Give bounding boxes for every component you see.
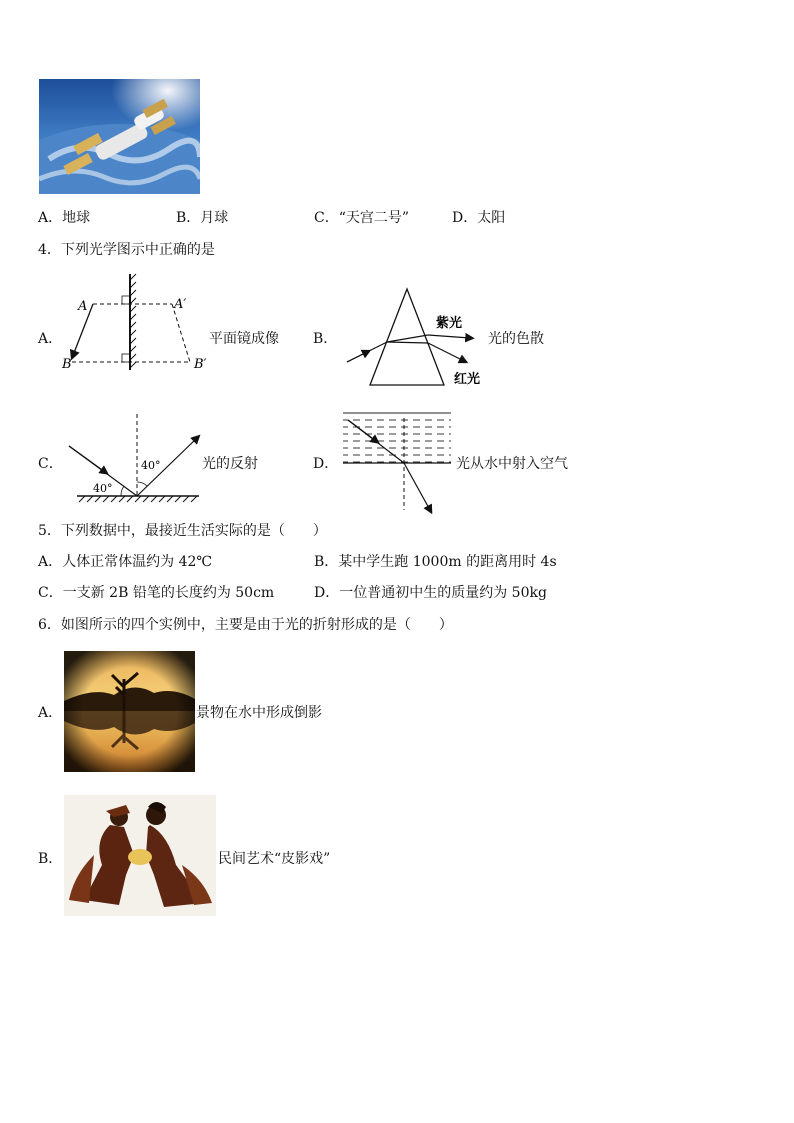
option-letter: A．: [38, 210, 63, 226]
prism-dispersion-diagram: [342, 285, 482, 390]
q5-option-c: [38, 582, 274, 602]
q3-option-c: [314, 207, 409, 227]
q4-stem: 4．下列光学图示中正确的是: [38, 242, 215, 258]
option-letter: D．: [452, 210, 478, 226]
q4-option-c-caption: 光的反射: [202, 456, 258, 472]
option-text: 人体正常体温约为 42℃: [62, 554, 213, 570]
option-letter: D．: [314, 585, 340, 601]
q5-option-b: [314, 551, 557, 571]
q3-option-d: [452, 207, 505, 227]
q4-option-d-caption: 光从水中射入空气: [456, 456, 568, 472]
q4-option-b-letter: B．: [313, 331, 338, 347]
q6-option-a-caption: 景物在水中形成倒影: [196, 705, 322, 721]
label-a-prime: A′: [174, 297, 187, 312]
label-angle-incidence: 40°: [93, 482, 113, 495]
q5-option-d: [314, 582, 547, 602]
option-text: 月球: [200, 210, 229, 226]
option-text: 太阳: [477, 210, 506, 226]
shadow-play-photo: [64, 795, 216, 916]
option-letter: C．: [38, 585, 63, 601]
option-text: 某中学生跑 1000m 的距离用时 4s: [338, 554, 557, 570]
q6-stem: 6．如图所示的四个实例中，主要是由于光的折射形成的是（ ）: [38, 617, 453, 633]
label-a: A: [78, 299, 88, 314]
space-station-image: [39, 79, 200, 194]
label-red-light: 红光: [454, 372, 481, 387]
option-letter: A．: [38, 554, 63, 570]
option-text: 一位普通初中生的质量约为 50kg: [339, 585, 547, 601]
q4-option-d-letter: D．: [313, 456, 339, 472]
label-angle-reflection: 40°: [141, 459, 161, 472]
plane-mirror-diagram: [60, 272, 210, 372]
q4-option-c-letter: C．: [38, 456, 63, 472]
q4-option-a-caption: 平面镜成像: [209, 331, 279, 347]
label-violet-light: 紫光: [436, 316, 463, 331]
water-reflection-photo: [64, 651, 195, 772]
reflection-diagram: [65, 412, 205, 507]
option-letter: C．: [314, 210, 339, 226]
option-text: “天宫二号”: [338, 210, 410, 226]
q4-option-b-caption: 光的色散: [488, 331, 544, 347]
option-letter: B．: [314, 554, 339, 570]
q6-option-b-caption: 民间艺术“皮影戏”: [218, 851, 331, 867]
option-text: 地球: [62, 210, 91, 226]
q6-option-b-letter: B．: [38, 851, 63, 867]
q3-option-a: [38, 207, 90, 227]
water-to-air-diagram: [340, 410, 455, 515]
q5-option-a: [38, 551, 212, 571]
label-b: B: [62, 357, 72, 372]
q3-option-b: [176, 207, 228, 227]
q4-option-a-letter: A．: [38, 331, 63, 347]
q6-option-a-letter: A．: [38, 705, 63, 721]
q5-stem: 5．下列数据中，最接近生活实际的是（ ）: [38, 523, 327, 539]
option-text: 一支新 2B 铅笔的长度约为 50cm: [62, 585, 275, 601]
option-letter: B．: [176, 210, 201, 226]
label-b-prime: B′: [194, 357, 207, 372]
